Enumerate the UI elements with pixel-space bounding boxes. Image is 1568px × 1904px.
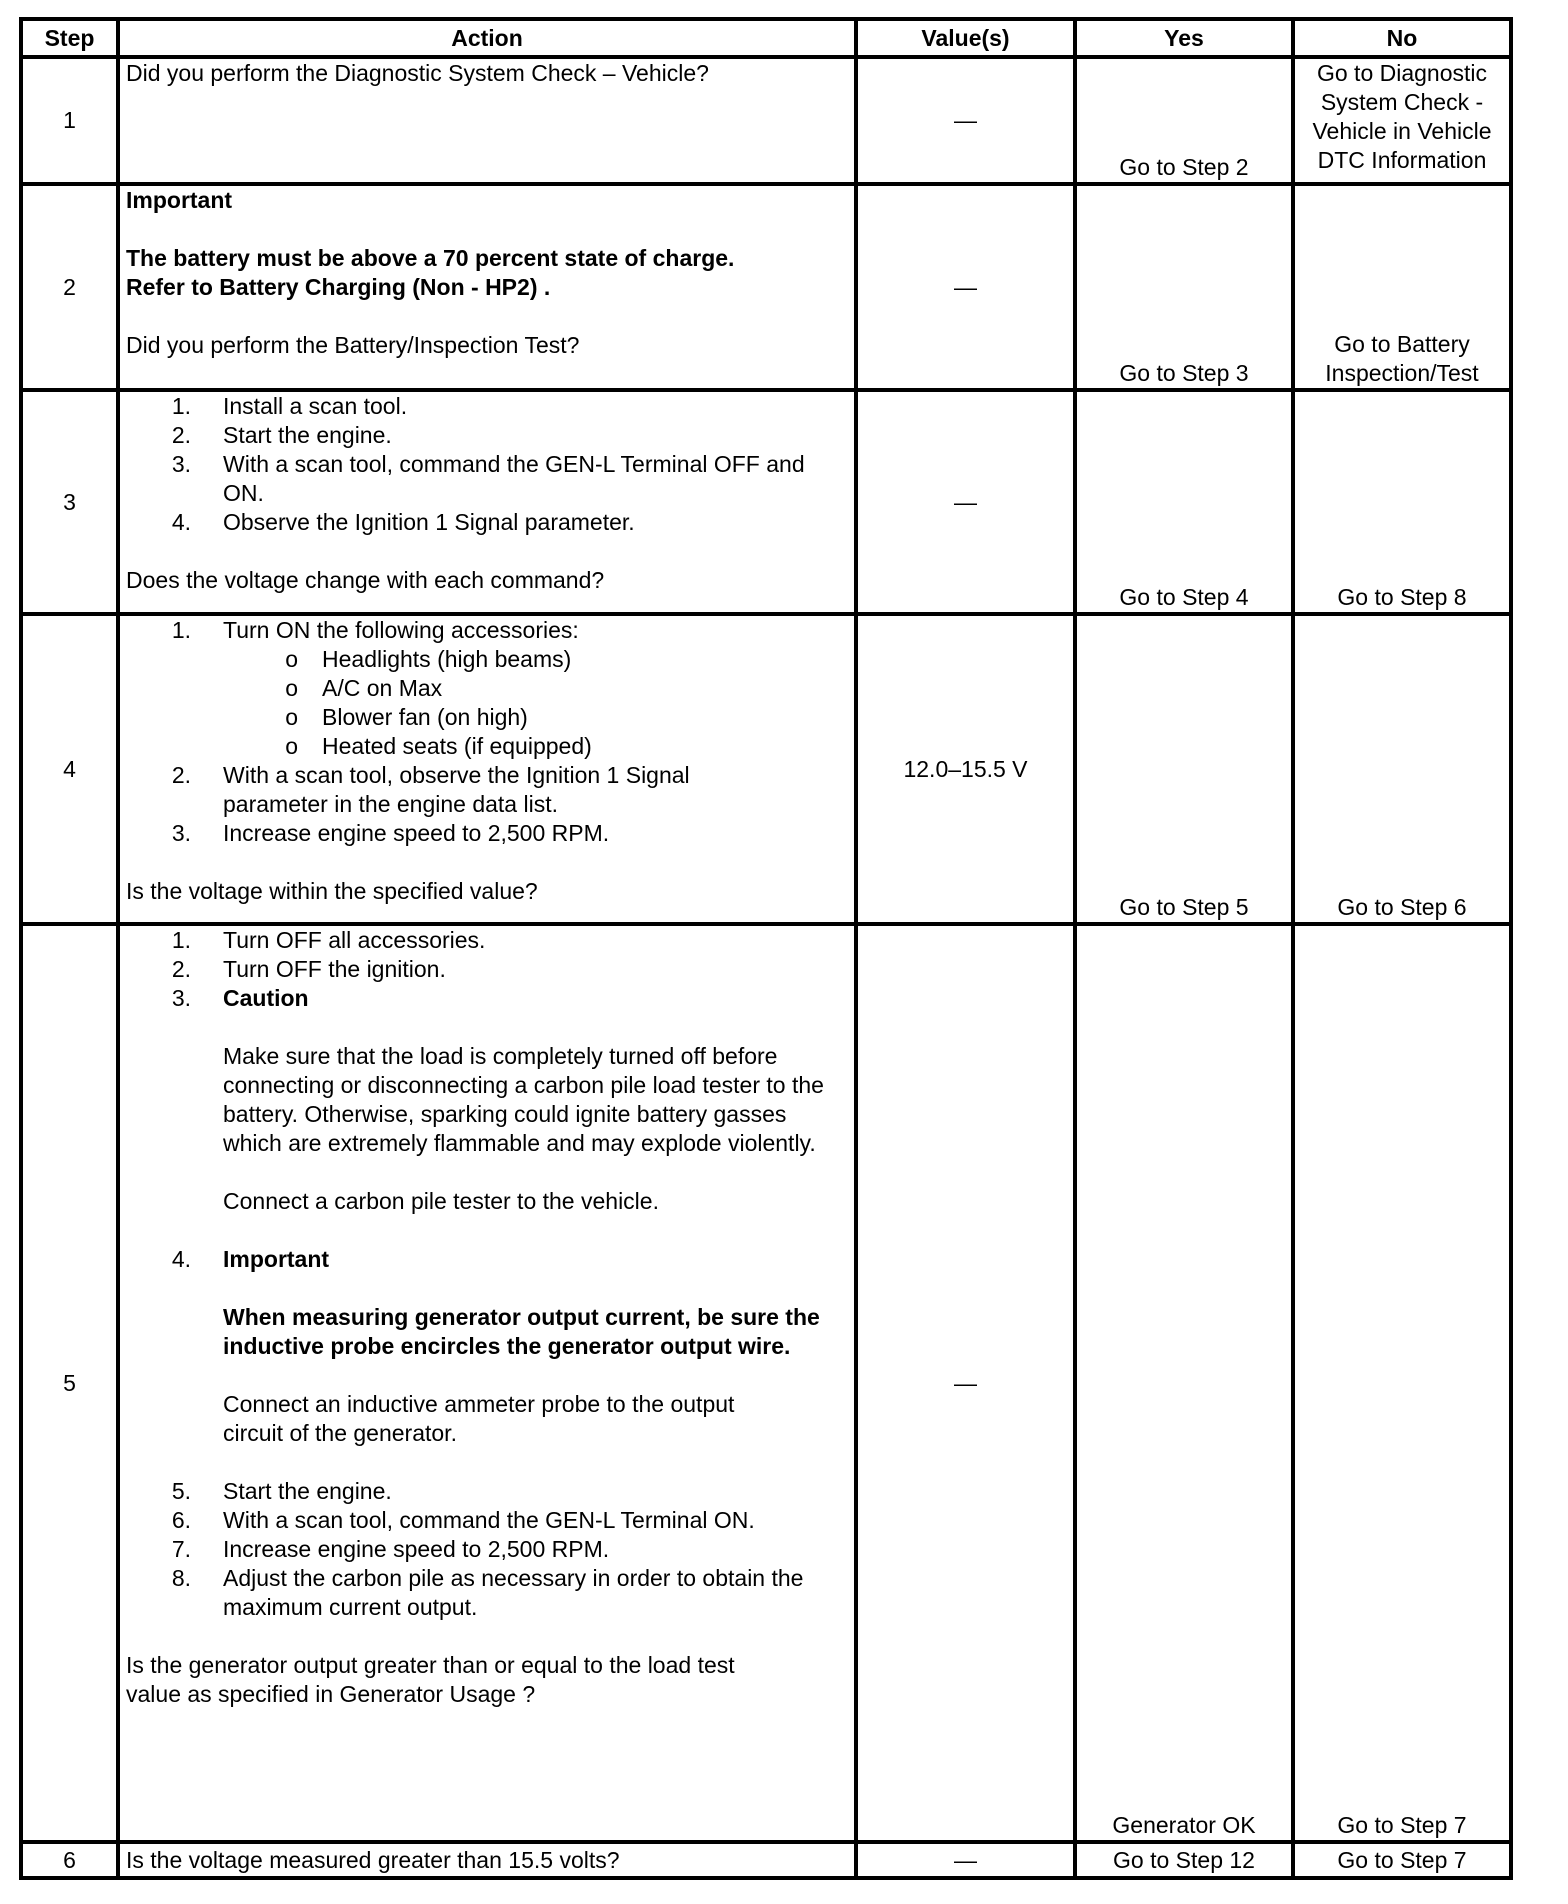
question: Is the voltage within the specified value?: [126, 878, 538, 904]
list-item: 7. Increase engine speed to 2,500 RPM.: [171, 1536, 610, 1562]
important-title: Important: [126, 187, 233, 213]
list-item: 2. Start the engine.: [171, 422, 392, 448]
sub-list-item: o A/C on Max: [285, 675, 443, 701]
table-row-step-5: [21, 924, 1511, 1842]
sub-list-item: o Blower fan (on high): [285, 704, 528, 730]
list-item: 2. With a scan tool, observe the Ignition 1 Signal parameter in the engine data list.: [171, 762, 690, 817]
step-number: 3: [21, 390, 118, 614]
values-cell: —: [856, 924, 1075, 1842]
question: Did you perform the Diagnostic System Check – Vehicle?: [126, 60, 709, 86]
values-cell: —: [856, 1842, 1075, 1878]
list-item: 3. With a scan tool, command the GEN-L Terminal OFF and ON.: [171, 451, 805, 506]
header-yes: Yes: [1075, 19, 1293, 57]
table-row-step-2: [21, 184, 1511, 390]
header-values: Value(s): [856, 19, 1075, 57]
no-cell: Go to Step 8: [1293, 390, 1511, 614]
yes-cell: Go to Step 2: [1075, 57, 1293, 184]
table-row-step-3: [21, 390, 1511, 614]
header-step: Step: [21, 19, 118, 57]
yes-cell: Go to Step 4: [1075, 390, 1293, 614]
values-cell: —: [856, 184, 1075, 390]
question: Does the voltage change with each command?: [126, 567, 605, 593]
question: Is the generator output greater than or equal to the load test value as specified in Generator Usage ?: [126, 1652, 735, 1707]
sub-list-item: o Heated seats (if equipped): [285, 733, 592, 759]
yes-cell: Generator OK: [1075, 924, 1293, 1842]
table-row-step-1: [21, 57, 1511, 184]
list-item: 1. Turn OFF all accessories.: [171, 927, 486, 953]
values-cell: —: [856, 390, 1075, 614]
important-title: Important: [223, 1246, 330, 1272]
header-action: Action: [118, 19, 856, 57]
step-number: 2: [21, 184, 118, 390]
action-cell: [118, 924, 856, 1842]
important-action: Connect an inductive ammeter probe to the output circuit of the generator.: [223, 1391, 735, 1446]
caution-text: Make sure that the load is completely turned off before connecting or disconnecting a carbon pile load tester to the battery. Otherwise, sparking could ignite battery gasses which are extremely flammable and may explode violently.: [223, 1043, 824, 1156]
no-cell: Go to Step 6: [1293, 614, 1511, 924]
action-cell: [118, 57, 856, 184]
yes-cell: Go to Step 12: [1075, 1842, 1293, 1878]
yes-cell: Go to Step 5: [1075, 614, 1293, 924]
list-item: 4. Important: [126, 1245, 848, 1274]
no-cell: Go to Step 7: [1293, 924, 1511, 1842]
step-number: 5: [21, 924, 118, 1842]
action-cell: [118, 1842, 856, 1878]
important-text: The battery must be above a 70 percent state of charge. Refer to Battery Charging (Non - HP2) .: [126, 245, 735, 300]
values-cell: 12.0–15.5 V: [856, 614, 1075, 924]
step-number: 1: [21, 57, 118, 184]
list-item: 1. Turn ON the following accessories:: [171, 617, 579, 643]
list-item: 1. Install a scan tool.: [171, 393, 408, 419]
yes-cell: Go to Step 3: [1075, 184, 1293, 390]
header-no: No: [1293, 19, 1511, 57]
question: Is the voltage measured greater than 15.5 volts?: [126, 1846, 620, 1873]
list-item: 5. Start the engine.: [171, 1478, 392, 1504]
step-number: 6: [21, 1842, 118, 1878]
list-item: 3. Caution: [126, 984, 848, 1013]
question: Did you perform the Battery/Inspection Test?: [126, 332, 580, 358]
list-item: 6. With a scan tool, command the GEN-L Terminal ON.: [171, 1507, 755, 1533]
no-cell: Go to Step 7: [1293, 1842, 1511, 1878]
list-item: 8. Adjust the carbon pile as necessary in order to obtain the maximum current output.: [171, 1565, 804, 1620]
list-item: 3. Increase engine speed to 2,500 RPM.: [171, 820, 610, 846]
action-cell: [118, 184, 856, 390]
values-cell: —: [856, 57, 1075, 184]
diagnostic-table: [19, 17, 1513, 1880]
no-cell: Go to Battery Inspection/Test: [1293, 184, 1511, 390]
action-cell: [118, 614, 856, 924]
no-cell: Go to Diagnostic System Check - Vehicle in Vehicle DTC Information: [1293, 57, 1511, 184]
action-cell: [118, 390, 856, 614]
table-row-step-6: [21, 1842, 1511, 1878]
important-text: When measuring generator output current, be sure the inductive probe encircles the generator output wire.: [223, 1304, 820, 1359]
list-item: 2. Turn OFF the ignition.: [171, 956, 446, 982]
header-row: [21, 19, 1511, 57]
list-item: 4. Observe the Ignition 1 Signal parameter.: [171, 509, 635, 535]
sub-list-item: o Headlights (high beams): [285, 646, 572, 672]
caution-title: Caution: [223, 985, 309, 1011]
step-number: 4: [21, 614, 118, 924]
caution-action: Connect a carbon pile tester to the vehicle.: [223, 1188, 659, 1214]
table-row-step-4: [21, 614, 1511, 924]
